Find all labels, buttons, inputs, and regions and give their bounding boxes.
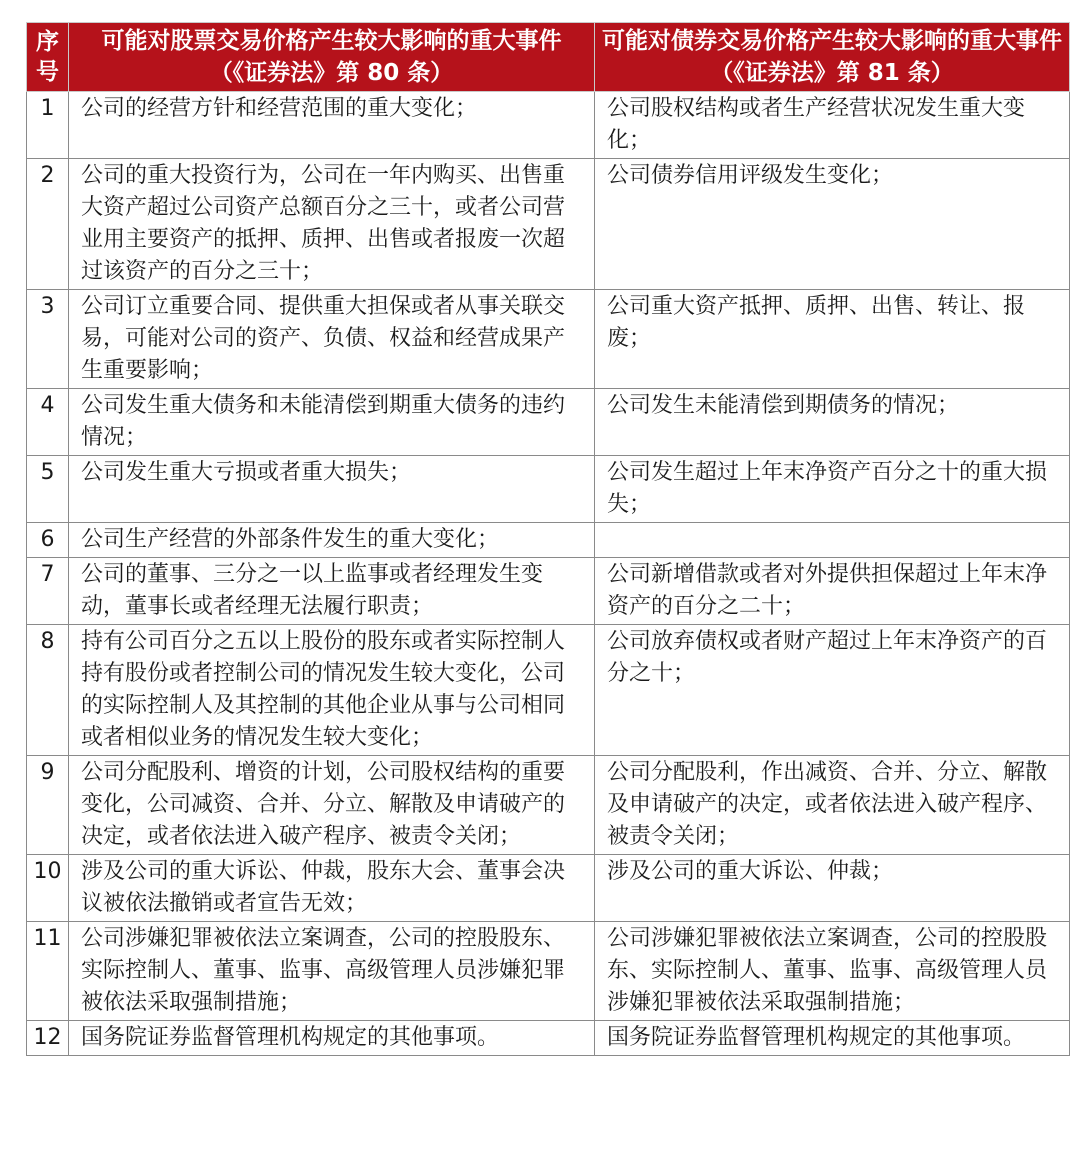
row-number: 1 (27, 92, 69, 159)
bond-event-cell: 涉及公司的重大诉讼、仲裁； (595, 855, 1070, 922)
bond-event-cell: 公司重大资产抵押、质押、出售、转让、报废； (595, 290, 1070, 389)
bond-event-cell: 国务院证券监督管理机构规定的其他事项。 (595, 1021, 1070, 1056)
table-row (27, 855, 1070, 922)
bond-event-cell: 公司新增借款或者对外提供担保超过上年末净资产的百分之二十； (595, 558, 1070, 625)
stock-event-cell: 公司发生重大债务和未能清偿到期重大债务的违约情况； (69, 389, 595, 456)
row-number: 5 (27, 456, 69, 523)
row-number: 10 (27, 855, 69, 922)
stock-event-cell: 公司分配股利、增资的计划，公司股权结构的重要变化，公司减资、合并、分立、解散及申请破产的决定，或者依法进入破产程序、被责令关闭； (69, 756, 595, 855)
table-row (27, 756, 1070, 855)
stock-event-cell: 公司的重大投资行为，公司在一年内购买、出售重大资产超过公司资产总额百分之三十，或者公司营业用主要资产的抵押、质押、出售或者报废一次超过该资产的百分之三十； (69, 159, 595, 290)
bond-event-cell: 公司发生超过上年末净资产百分之十的重大损失； (595, 456, 1070, 523)
table-row (27, 558, 1070, 625)
table-row (27, 625, 1070, 756)
stock-event-cell: 持有公司百分之五以上股份的股东或者实际控制人持有股份或者控制公司的情况发生较大变化，公司的实际控制人及其控制的其他企业从事与公司相同或者相似业务的情况发生较大变化； (69, 625, 595, 756)
table-row (27, 523, 1070, 558)
row-number: 3 (27, 290, 69, 389)
table-row (27, 92, 1070, 159)
table-row (27, 389, 1070, 456)
row-number: 8 (27, 625, 69, 756)
bond-event-cell: 公司发生未能清偿到期债务的情况； (595, 389, 1070, 456)
row-number: 11 (27, 922, 69, 1021)
bond-event-cell: 公司债券信用评级发生变化； (595, 159, 1070, 290)
table-row (27, 456, 1070, 523)
stock-event-cell: 公司的经营方针和经营范围的重大变化； (69, 92, 595, 159)
bond-event-cell: 公司涉嫌犯罪被依法立案调查，公司的控股股东、实际控制人、董事、监事、高级管理人员涉嫌犯罪被依法采取强制措施； (595, 922, 1070, 1021)
stock-event-cell: 公司订立重要合同、提供重大担保或者从事关联交易，可能对公司的资产、负债、权益和经营成果产生重要影响； (69, 290, 595, 389)
stock-event-cell: 公司的董事、三分之一以上监事或者经理发生变动，董事长或者经理无法履行职责； (69, 558, 595, 625)
stock-event-cell: 公司发生重大亏损或者重大损失； (69, 456, 595, 523)
row-number: 2 (27, 159, 69, 290)
table-row (27, 1021, 1070, 1056)
stock-event-cell: 公司生产经营的外部条件发生的重大变化； (69, 523, 595, 558)
row-number: 6 (27, 523, 69, 558)
row-number: 12 (27, 1021, 69, 1056)
table-row (27, 290, 1070, 389)
header-bond-events: 可能对债券交易价格产生较大影响的重大事件（《证券法》第 81 条） (595, 23, 1070, 92)
stock-event-cell: 国务院证券监督管理机构规定的其他事项。 (69, 1021, 595, 1056)
bond-event-cell: 公司分配股利，作出减资、合并、分立、解散及申请破产的决定，或者依法进入破产程序、被责令关闭； (595, 756, 1070, 855)
comparison-table-container (26, 22, 1069, 1056)
header-stock-events: 可能对股票交易价格产生较大影响的重大事件（《证券法》第 80 条） (69, 23, 595, 92)
bond-event-cell: 公司放弃债权或者财产超过上年末净资产的百分之十； (595, 625, 1070, 756)
table-row (27, 159, 1070, 290)
table-row (27, 922, 1070, 1021)
stock-event-cell: 公司涉嫌犯罪被依法立案调查，公司的控股股东、实际控制人、董事、监事、高级管理人员涉嫌犯罪被依法采取强制措施； (69, 922, 595, 1021)
header-serial-number: 序号 (27, 23, 69, 92)
bond-event-cell: 公司股权结构或者生产经营状况发生重大变化； (595, 92, 1070, 159)
stock-event-cell: 涉及公司的重大诉讼、仲裁，股东大会、董事会决议被依法撤销或者宣告无效； (69, 855, 595, 922)
major-events-table (26, 22, 1070, 1056)
bond-event-cell (595, 523, 1070, 558)
table-header-row (27, 23, 1070, 92)
row-number: 4 (27, 389, 69, 456)
row-number: 9 (27, 756, 69, 855)
row-number: 7 (27, 558, 69, 625)
